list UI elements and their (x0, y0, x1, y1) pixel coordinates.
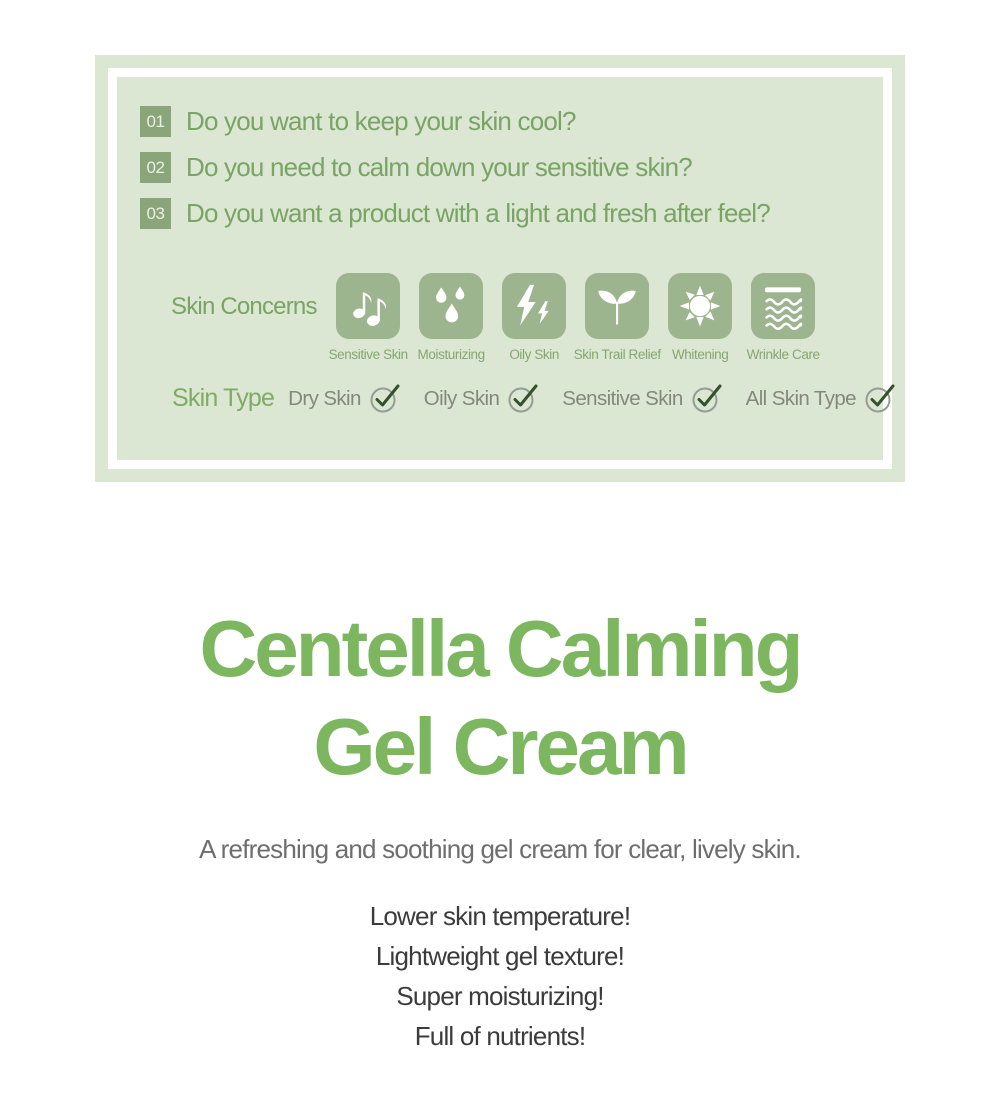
concern-label: Moisturizing (417, 347, 485, 362)
feature-item: Full of nutrients! (414, 1021, 586, 1051)
concern-wrinkle-care (742, 273, 825, 362)
question-text: Do you want to keep your skin cool? (186, 106, 576, 136)
skin-type-dry-skin (288, 383, 404, 414)
checkmark-icon (507, 383, 542, 414)
question-row (140, 152, 770, 183)
skin-type-sensitive-skin (562, 383, 725, 414)
concern-label: Sensitive Skin (328, 347, 408, 362)
feature-list (0, 896, 1000, 1056)
checkmark-icon (691, 383, 726, 414)
skin-type-item-label: Dry Skin (288, 386, 361, 410)
question-text: Do you want a product with a light and fresh after feel? (186, 198, 770, 228)
product-title-line1: Centella Calming (199, 604, 801, 693)
skin-type-label: Skin Type (172, 384, 275, 412)
wrinkle-waves-icon (751, 273, 815, 339)
product-title-line2: Gel Cream (313, 702, 687, 791)
product-info-card (95, 55, 905, 482)
question-number-badge: 03 (140, 198, 171, 229)
feature-item: Lightweight gel texture! (375, 941, 625, 971)
music-notes-icon (336, 273, 400, 339)
skin-concerns-row (171, 273, 825, 362)
question-number-badge: 02 (140, 152, 171, 183)
concern-label: Wrinkle Care (746, 347, 820, 362)
concern-sensitive-skin (327, 273, 410, 362)
feature-item: Lower skin temperature! (369, 901, 631, 931)
question-number-badge: 01 (140, 106, 171, 137)
skin-type-oily-skin (424, 383, 542, 414)
skin-concerns-label: Skin Concerns (171, 293, 317, 320)
question-list (140, 106, 770, 244)
concern-oily-skin (493, 273, 576, 362)
concern-label: Whitening (671, 347, 729, 362)
concern-whitening (659, 273, 742, 362)
checkmark-icon (864, 383, 899, 414)
concern-label: Skin Trail Relief (573, 347, 661, 362)
question-row (140, 198, 770, 229)
feature-item: Super moisturizing! (396, 981, 604, 1011)
sun-icon (668, 273, 732, 339)
sprout-icon (585, 273, 649, 339)
concern-skin-trail-relief (573, 273, 661, 362)
skin-type-item-label: All Skin Type (745, 386, 856, 410)
skin-type-item-label: Sensitive Skin (562, 386, 683, 410)
lightning-icon (502, 273, 566, 339)
checkmark-icon (369, 383, 404, 414)
skin-type-all-skin-type (746, 383, 899, 414)
question-row (140, 106, 770, 137)
skin-type-row (172, 383, 899, 414)
product-title (0, 600, 1000, 796)
question-text: Do you need to calm down your sensitive skin? (186, 152, 692, 182)
concern-moisturizing (410, 273, 493, 362)
product-subtitle: A refreshing and soothing gel cream for clear, lively skin. (199, 834, 801, 864)
concern-label: Oily Skin (509, 347, 559, 362)
skin-type-item-label: Oily Skin (423, 386, 500, 410)
water-drops-icon (419, 273, 483, 339)
